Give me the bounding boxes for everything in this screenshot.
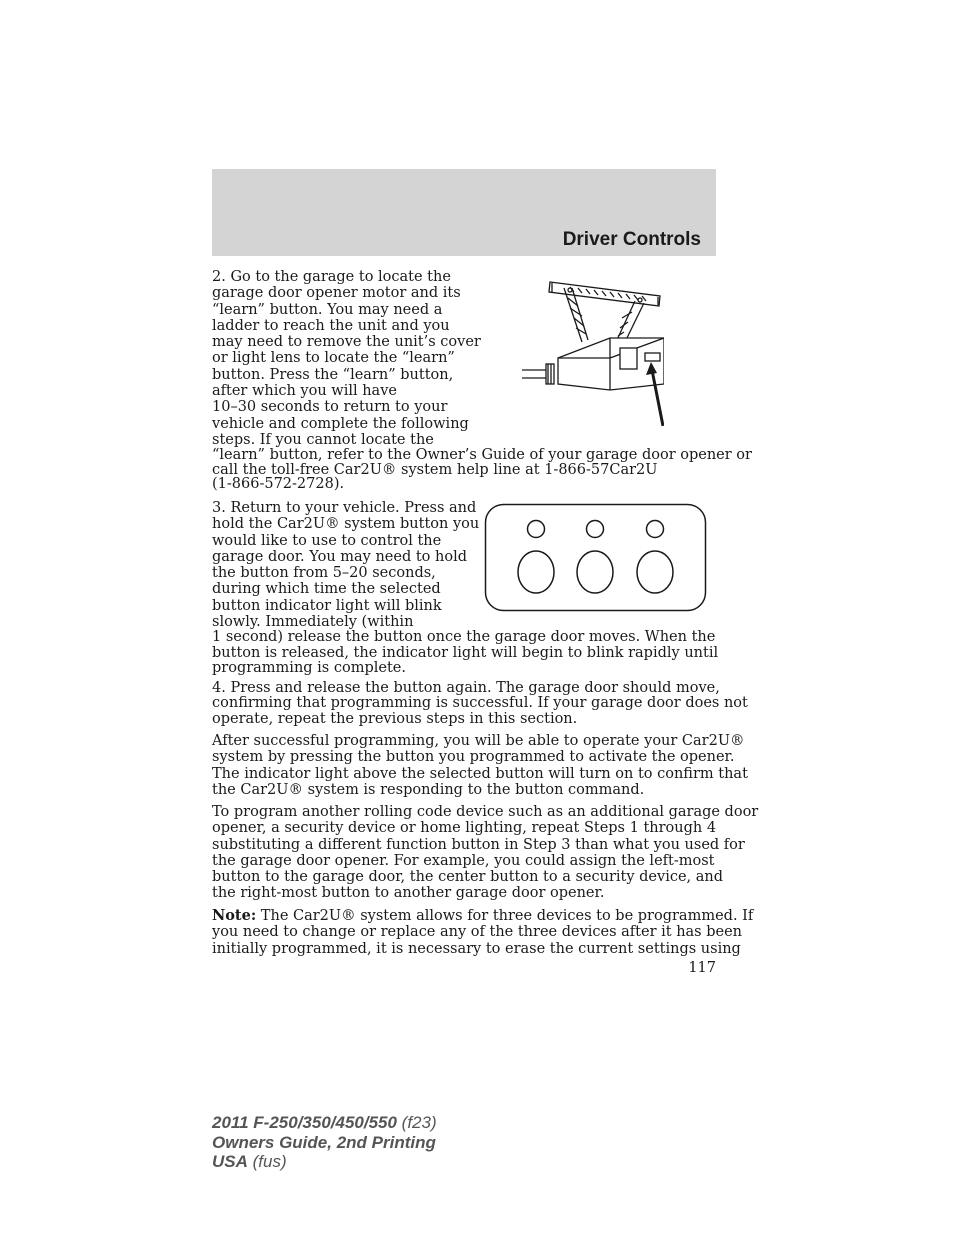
section-header-band bbox=[212, 169, 716, 256]
footer-region: USA bbox=[212, 1152, 248, 1171]
text-line: 3. Return to your vehicle. Press and bbox=[212, 500, 477, 516]
footer-model-code: (f23) bbox=[396, 1113, 437, 1132]
text-line: confirming that programming is successful. If your garage door does not bbox=[212, 695, 748, 712]
indicator-light-icon bbox=[647, 521, 664, 538]
text-line: the Car2U® system is responding to the button command. bbox=[212, 781, 645, 798]
text-line: opener, a security device or home lighting, repeat Steps 1 through 4 bbox=[212, 820, 717, 837]
text-line: substituting a different function button in Step 3 than what you used for bbox=[212, 836, 745, 853]
text-line: The indicator light above the selected button will turn on to confirm that bbox=[212, 765, 748, 782]
text-line: the button from 5–20 seconds, bbox=[212, 565, 436, 582]
text-line: To program another rolling code device such as an additional garage door bbox=[212, 804, 759, 820]
text-line: garage door. You may need to hold bbox=[212, 548, 468, 565]
button-icon bbox=[577, 551, 613, 593]
text-line: or light lens to locate the “learn” bbox=[212, 350, 455, 367]
footer-line bbox=[212, 1113, 437, 1133]
text-line: the right-most button to another garage door opener. bbox=[212, 885, 605, 902]
garage-door-opener-illustration bbox=[518, 278, 664, 430]
text-line: button is released, the indicator light will begin to blink rapidly until bbox=[212, 644, 719, 661]
after-programming-paragraph bbox=[212, 733, 748, 798]
text-line: (1-866-572-2728). bbox=[212, 475, 345, 492]
text-line: vehicle and complete the following bbox=[212, 415, 469, 432]
text-line: hold the Car2U® system button you bbox=[212, 516, 480, 533]
footer-line bbox=[212, 1152, 437, 1172]
another-device-paragraph bbox=[212, 804, 758, 902]
text-line: 1 second) release the button once the garage door moves. When the bbox=[212, 629, 716, 646]
indicator-light-icon bbox=[587, 521, 604, 538]
button-icon bbox=[518, 551, 554, 593]
text-line: button to the garage door, the center button to a security device, and bbox=[212, 869, 724, 886]
text-line: garage door opener motor and its bbox=[212, 285, 461, 302]
text-line: system by pressing the button you programmed to activate the opener. bbox=[212, 749, 735, 766]
document-footer bbox=[212, 1113, 437, 1172]
text-line: steps. If you cannot locate the bbox=[212, 431, 434, 448]
text-line: ladder to reach the unit and you bbox=[212, 317, 450, 334]
text-line: the garage door opener. For example, you could assign the left-most bbox=[212, 852, 715, 869]
indicator-light-icon bbox=[528, 521, 545, 538]
text-line: “learn” button, refer to the Owner’s Guide of your garage door opener or bbox=[212, 447, 752, 464]
step-2-paragraph bbox=[212, 269, 752, 492]
text-line: programming is complete. bbox=[212, 659, 406, 676]
text-line: initially programmed, it is necessary to erase the current settings using bbox=[212, 940, 741, 957]
text-line: during which time the selected bbox=[212, 581, 441, 598]
text-line: would like to use to control the bbox=[212, 532, 442, 549]
footer-model: 2011 F-250/350/450/550 bbox=[212, 1113, 397, 1132]
text-line: slowly. Immediately (within bbox=[212, 614, 414, 631]
text-line: 2. Go to the garage to locate the bbox=[212, 269, 451, 285]
page-number: 117 bbox=[688, 960, 716, 976]
section-title: Driver Controls bbox=[562, 229, 701, 250]
text-line: button indicator light will blink bbox=[212, 597, 442, 614]
text-line bbox=[212, 908, 753, 924]
note-label: Note: bbox=[212, 907, 257, 924]
footer-region-code: (fus) bbox=[247, 1152, 287, 1171]
text-line: 4. Press and release the button again. The garage door should move, bbox=[212, 680, 720, 696]
car2u-button-panel-illustration bbox=[484, 503, 708, 613]
text-line: “learn” button. You may need a bbox=[212, 301, 443, 318]
note-text: The Car2U® system allows for three devices to be programmed. If bbox=[256, 908, 754, 924]
text-line: may need to remove the unit’s cover bbox=[212, 334, 481, 351]
step-4-paragraph bbox=[212, 680, 748, 727]
text-line: call the toll-free Car2U® system help line at 1-866-57Car2U bbox=[212, 461, 658, 478]
note-paragraph bbox=[212, 908, 753, 957]
text-line: operate, repeat the previous steps in this section. bbox=[212, 710, 578, 727]
text-line: you need to change or replace any of the three devices after it has been bbox=[212, 924, 743, 941]
footer-line: Owners Guide, 2nd Printing bbox=[212, 1132, 436, 1152]
text-line: After successful programming, you will be able to operate your Car2U® bbox=[212, 733, 745, 749]
text-line: 10–30 seconds to return to your bbox=[212, 399, 448, 416]
text-line: after which you will have bbox=[212, 383, 397, 400]
button-icon bbox=[637, 551, 673, 593]
text-line: button. Press the “learn” button, bbox=[212, 366, 454, 383]
